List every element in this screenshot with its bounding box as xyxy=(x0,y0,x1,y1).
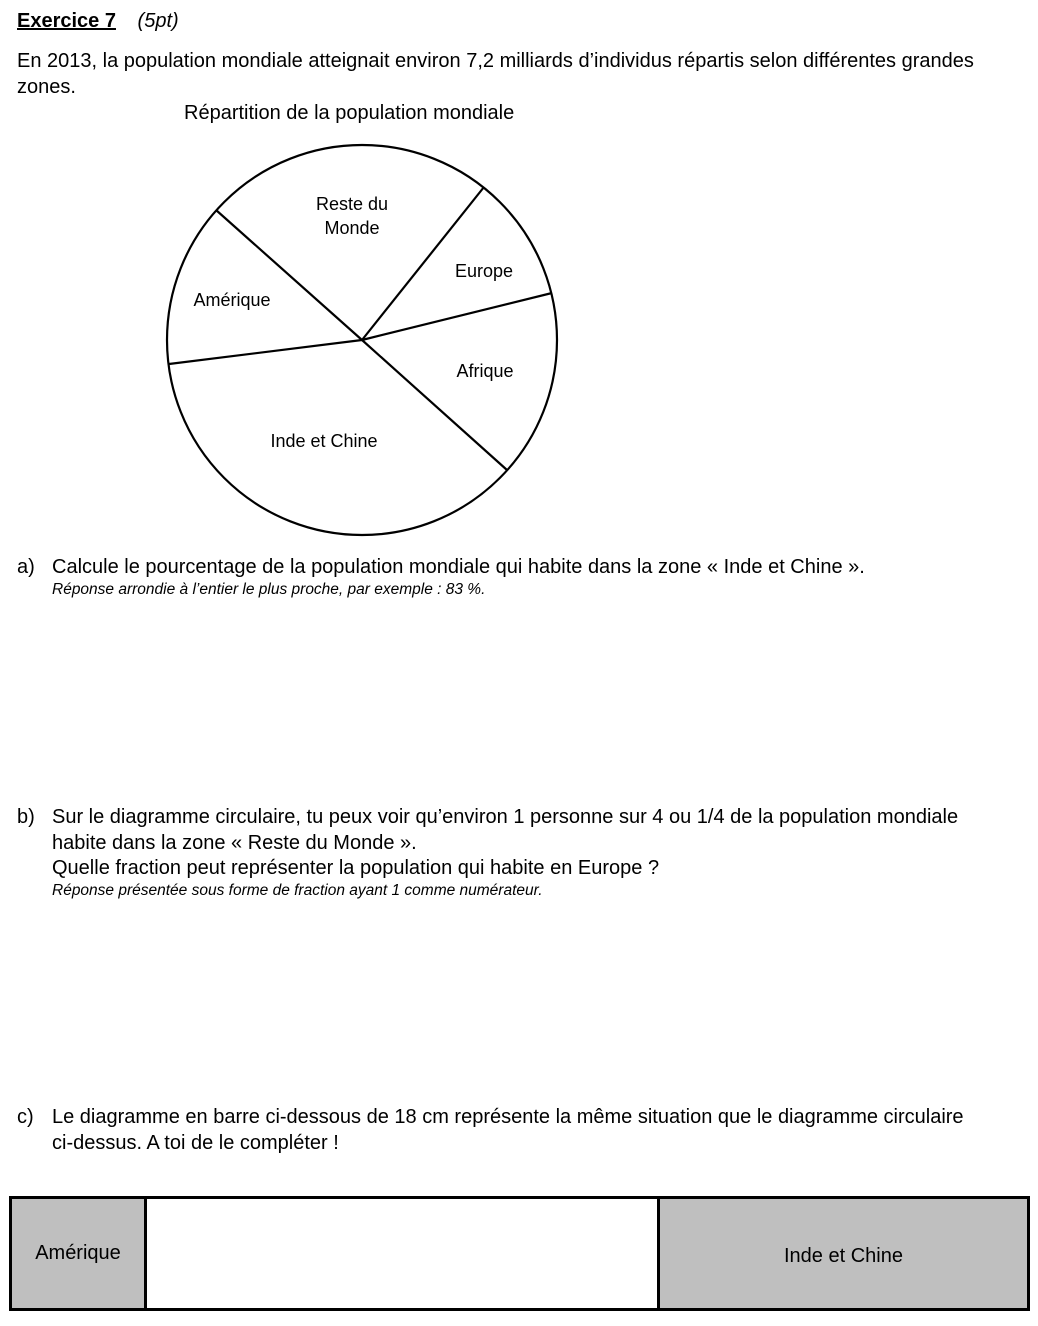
pie-label-amerique: Amérique xyxy=(193,290,271,310)
pie-label-inde-chine: Inde et Chine xyxy=(270,431,378,451)
pie-label-reste-line2: Monde xyxy=(324,218,380,238)
pie-chart xyxy=(0,0,1038,560)
exercise-title: Exercice 7 xyxy=(17,10,116,32)
question-a-text: Calcule le pourcentage de la population mondiale qui habite dans la zone « Inde et Chine ». xyxy=(52,556,865,578)
question-b-text1: Sur le diagramme circulaire, tu peux voir qu’environ 1 personne sur 4 ou 1/4 de la population mondiale habite dans la zone « Reste du Monde ». xyxy=(52,806,959,854)
question-a-letter: a) xyxy=(17,556,35,578)
exercise-points: (5pt) xyxy=(137,10,179,32)
question-c xyxy=(17,1105,1017,1156)
question-c-letter: c) xyxy=(17,1106,34,1128)
pie-label-reste-line1: Reste du xyxy=(315,194,389,214)
bar-segment-amerique: Amérique xyxy=(12,1199,147,1308)
intro-text: En 2013, la population mondiale atteignait environ 7,2 milliards d’individus répartis selon différentes grandes zones. xyxy=(17,50,974,98)
question-b-hint: Réponse présentée sous forme de fraction ayant 1 comme numérateur. xyxy=(52,881,543,899)
pie-label-europe: Europe xyxy=(454,261,514,281)
question-c-text: Le diagramme en barre ci-dessous de 18 cm représente la même situation que le diagramme circulaire ci-dessus. A toi de le compléter ! xyxy=(52,1106,964,1154)
pie-label-afrique: Afrique xyxy=(456,361,514,381)
question-b xyxy=(17,805,1017,900)
bar-segment-inde-chine: Inde et Chine xyxy=(660,1199,1027,1308)
bar-segment-blank[interactable] xyxy=(147,1199,660,1308)
question-a-hint: Réponse arrondie à l’entier le plus proche, par exemple : 83 %. xyxy=(52,580,486,598)
pie-chart-title: Répartition de la population mondiale xyxy=(184,102,515,124)
question-b-letter: b) xyxy=(17,806,35,828)
question-a xyxy=(17,555,1017,599)
bar-diagram xyxy=(9,1196,1030,1311)
question-b-text2: Quelle fraction peut représenter la population qui habite en Europe ? xyxy=(52,857,660,879)
